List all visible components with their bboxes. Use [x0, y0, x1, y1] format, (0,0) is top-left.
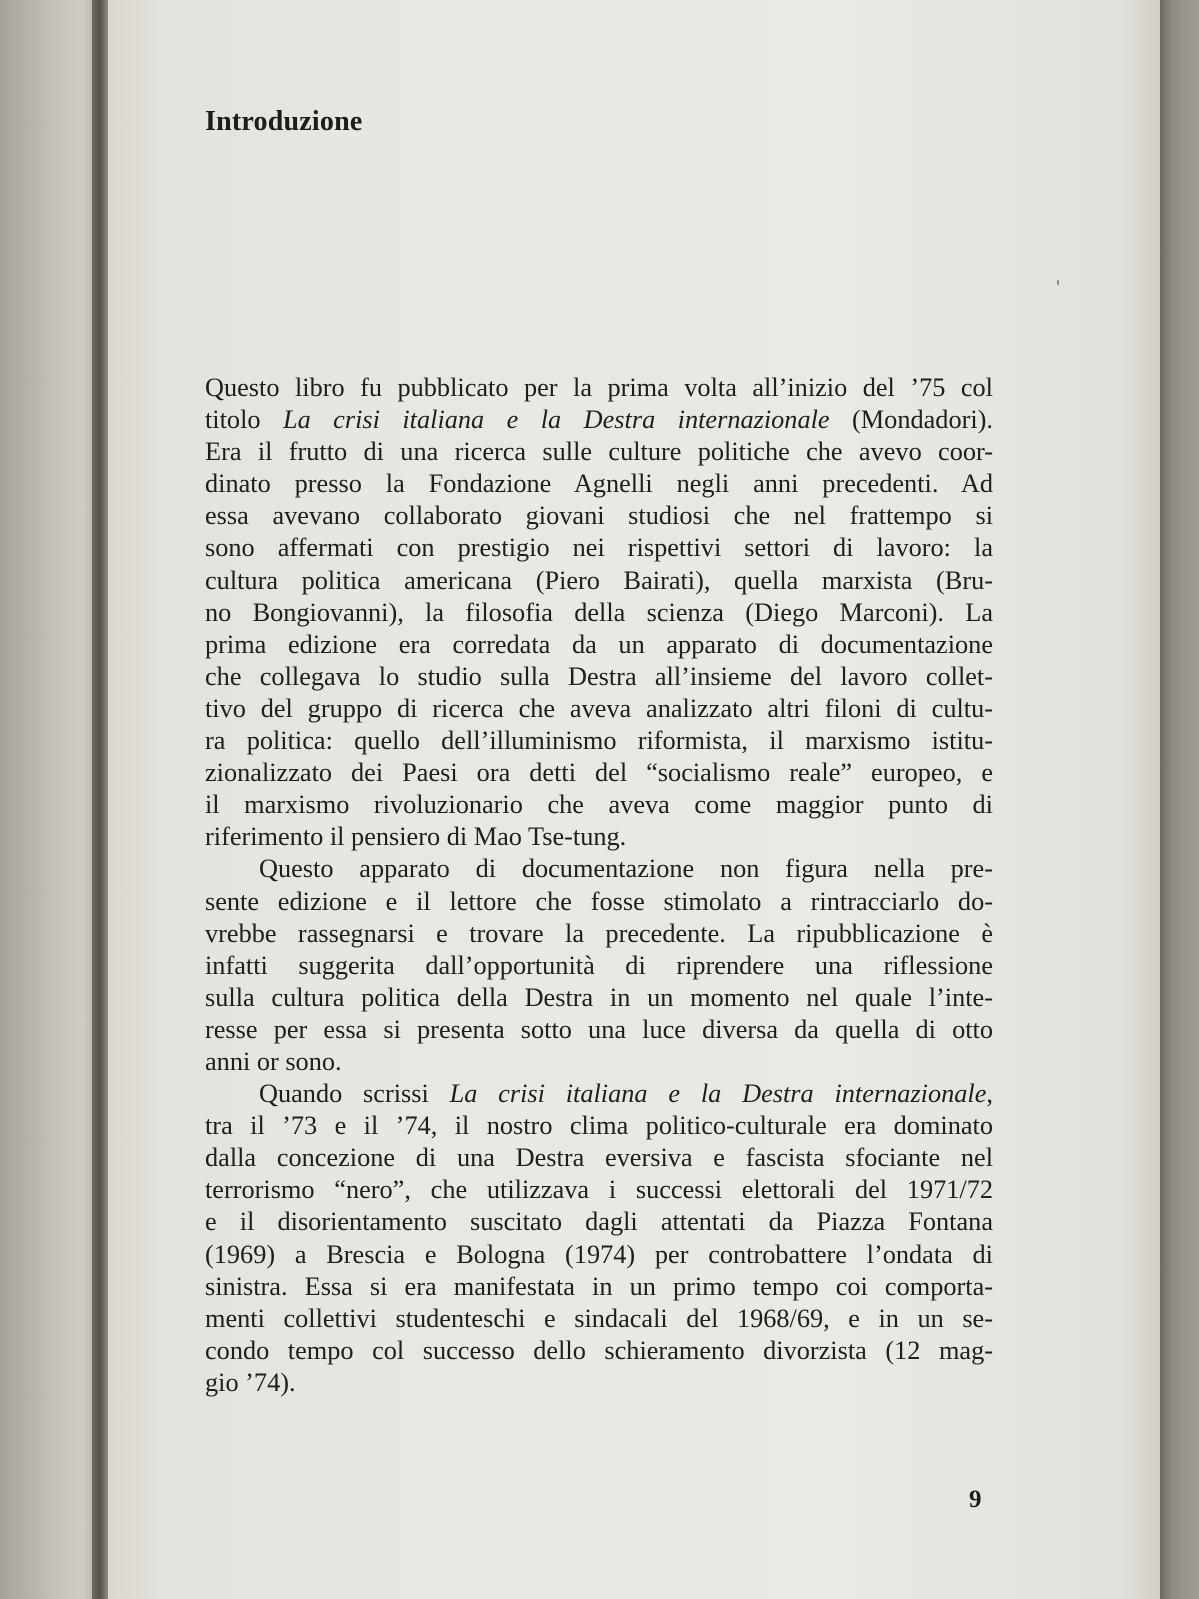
text-line: condo tempo col successo dello schieramento divorzista (12 mag- — [205, 1335, 993, 1365]
text-line: sinistra. Essa si era manifestata in un primo tempo coi comporta- — [205, 1271, 993, 1301]
text-line: tivo del gruppo di ricerca che aveva analizzato altri filoni di cultu- — [205, 693, 993, 723]
text-line: prima edizione era corredata da un apparato di documentazione — [205, 629, 993, 659]
right-page-edges — [1160, 0, 1199, 1599]
text-line: anni or sono. — [205, 1046, 342, 1076]
text-line: titolo La crisi italiana e la Destra internazionale (Mondadori). — [205, 405, 993, 435]
text-line: vrebbe rassegnarsi e trovare la precedente. La ripubblicazione è — [205, 918, 993, 948]
paragraph — [205, 372, 993, 853]
text-line: Questo apparato di documentazione non figura nella pre- — [259, 854, 993, 884]
text-line: resse per essa si presenta sotto una luce diversa da quella di otto — [205, 1014, 993, 1044]
page-number: 9 — [969, 1486, 982, 1513]
book-title: La crisi italiana e la Destra internazionale — [282, 405, 830, 435]
body-text — [205, 372, 993, 1399]
text-line: riferimento il pensiero di Mao Tse-tung. — [205, 822, 627, 852]
text-line: sente edizione e il lettore che fosse stimolato a rintracciarlo do- — [205, 886, 993, 916]
text-line: che collegava lo studio sulla Destra all’insieme del lavoro collet- — [205, 661, 993, 691]
left-page-edge — [0, 0, 96, 1599]
text-line: menti collettivi studenteschi e sindacali del 1968/69, e in un se- — [205, 1303, 993, 1333]
text-line: tra il ’73 e il ’74, il nostro clima politico-culturale era dominato — [205, 1111, 993, 1141]
text-line: gio ’74). — [205, 1367, 296, 1397]
text-line: sulla cultura politica della Destra in un momento nel quale l’inte- — [205, 982, 993, 1012]
paragraph — [205, 1078, 993, 1399]
text-line: terrorismo “nero”, che utilizzava i successi elettorali del 1971/72 — [205, 1175, 993, 1205]
paragraph — [205, 853, 993, 1078]
book-title: La crisi italiana e la Destra internazionale — [449, 1079, 987, 1109]
book-gutter — [92, 0, 108, 1599]
text-line: e il disorientamento suscitato dagli attentati da Piazza Fontana — [205, 1207, 993, 1237]
text-line: no Bongiovanni), la filosofia della scienza (Diego Marconi). La — [205, 597, 993, 627]
chapter-heading: Introduzione — [205, 106, 363, 137]
text-line: infatti suggerita dall’opportunità di riprendere una riflessione — [205, 950, 993, 980]
text-line: Questo libro fu pubblicato per la prima volta all’inizio del ’75 col — [205, 373, 993, 402]
text-line: Era il frutto di una ricerca sulle culture politiche che avevo coor- — [205, 437, 993, 467]
text-line: sono affermati con prestigio nei rispettivi settori di lavoro: la — [205, 533, 993, 563]
text-line: zionalizzato dei Paesi ora detti del “socialismo reale” europeo, e — [205, 758, 993, 788]
text-line: ra politica: quello dell’illuminismo riformista, il marxismo istitu- — [205, 726, 993, 756]
text-line: essa avevano collaborato giovani studiosi che nel frattempo si — [205, 501, 993, 531]
text-line: dalla concezione di una Destra eversiva e fascista sfociante nel — [205, 1143, 993, 1173]
text-line: dinato presso la Fondazione Agnelli negli anni precedenti. Ad — [205, 469, 993, 499]
text-line: cultura politica americana (Piero Bairati), quella marxista (Bru- — [205, 565, 993, 595]
text-line: il marxismo rivoluzionario che aveva come maggior punto di — [205, 790, 993, 820]
text-line: (1969) a Brescia e Bologna (1974) per controbattere l’ondata di — [205, 1239, 993, 1269]
text-line: Quando scrissi La crisi italiana e la Destra internazionale, — [259, 1079, 993, 1109]
paper-speck — [1057, 280, 1059, 285]
